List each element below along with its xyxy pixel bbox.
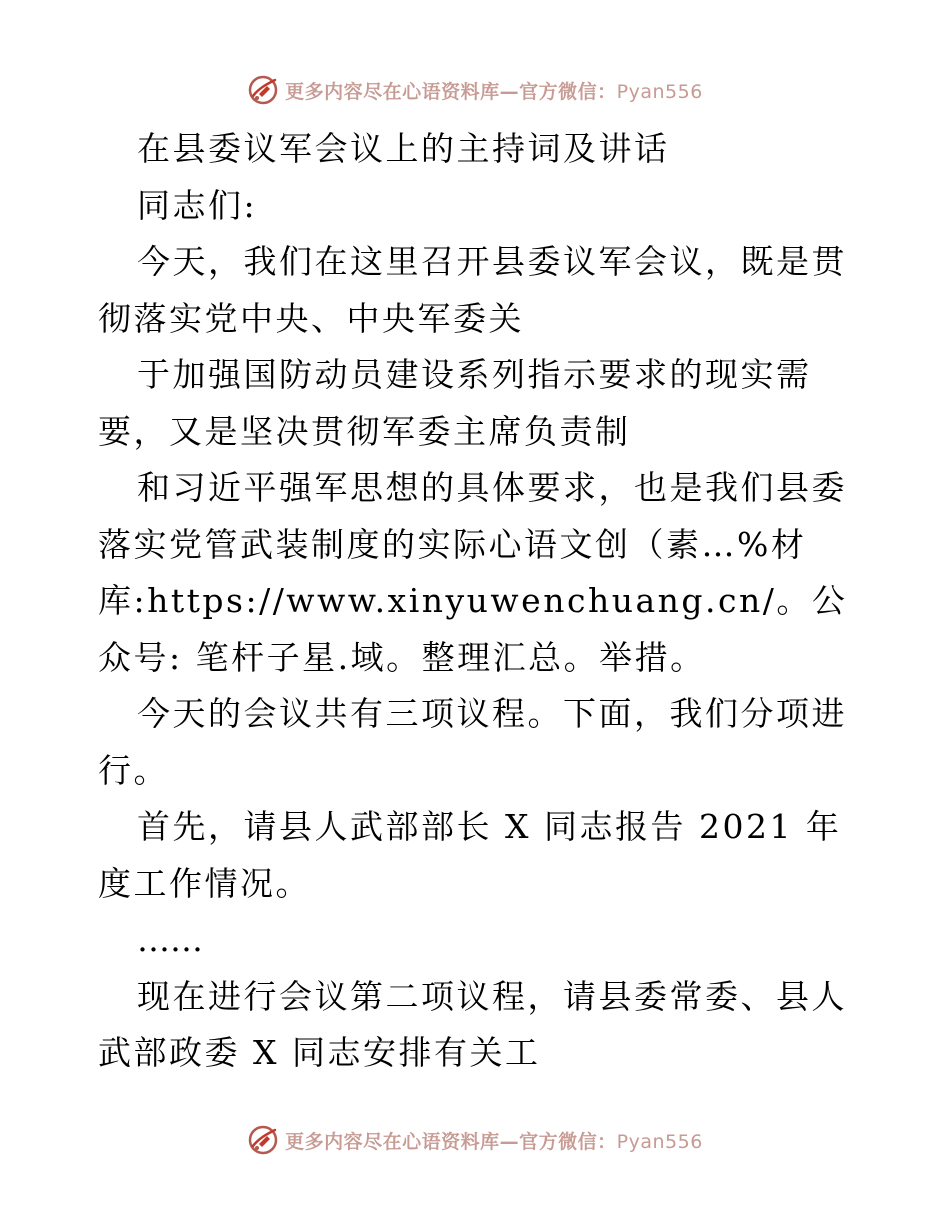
paragraph: 今天，我们在这里召开县委议军会议，既是贯彻落实党中央、中央军委关: [98, 242, 847, 338]
paragraph: 和习近平强军思想的具体要求，也是我们县委落实党管武装制度的实际心语文创（素…%材库:https://www.xinyuwenchuang.cn/。公众号: 笔杆子星.域。整理汇总。举措。: [98, 468, 848, 677]
document-body: [98, 121, 854, 1082]
paragraph: 现在进行会议第二项议程，请县委常委、县人武部政委 X 同志安排有关工: [98, 976, 847, 1072]
pen-circle-logo-icon: [247, 74, 279, 106]
pen-circle-logo-icon: [247, 1124, 279, 1156]
header-watermark: [0, 70, 950, 110]
salutation: 同志们:: [137, 185, 258, 225]
paragraph: 今天的会议共有三项议程。下面，我们分项进行。: [98, 694, 847, 790]
footer-watermark: [0, 1120, 950, 1160]
document-title: 在县委议军会议上的主持词及讲话: [137, 129, 670, 168]
paragraph: 于加强国防动员建设系列指示要求的现实需要，又是坚决贯彻军委主席负责制: [98, 355, 812, 451]
ellipsis-line: ……: [137, 920, 203, 959]
watermark-text: 更多内容尽在心语资料库—官方微信：Pyan556: [285, 1130, 703, 1153]
watermark-text: 更多内容尽在心语资料库—官方微信：Pyan556: [285, 80, 703, 103]
paragraph: 首先，请县人武部部长 X 同志报告 2021 年度工作情况。: [98, 807, 842, 903]
